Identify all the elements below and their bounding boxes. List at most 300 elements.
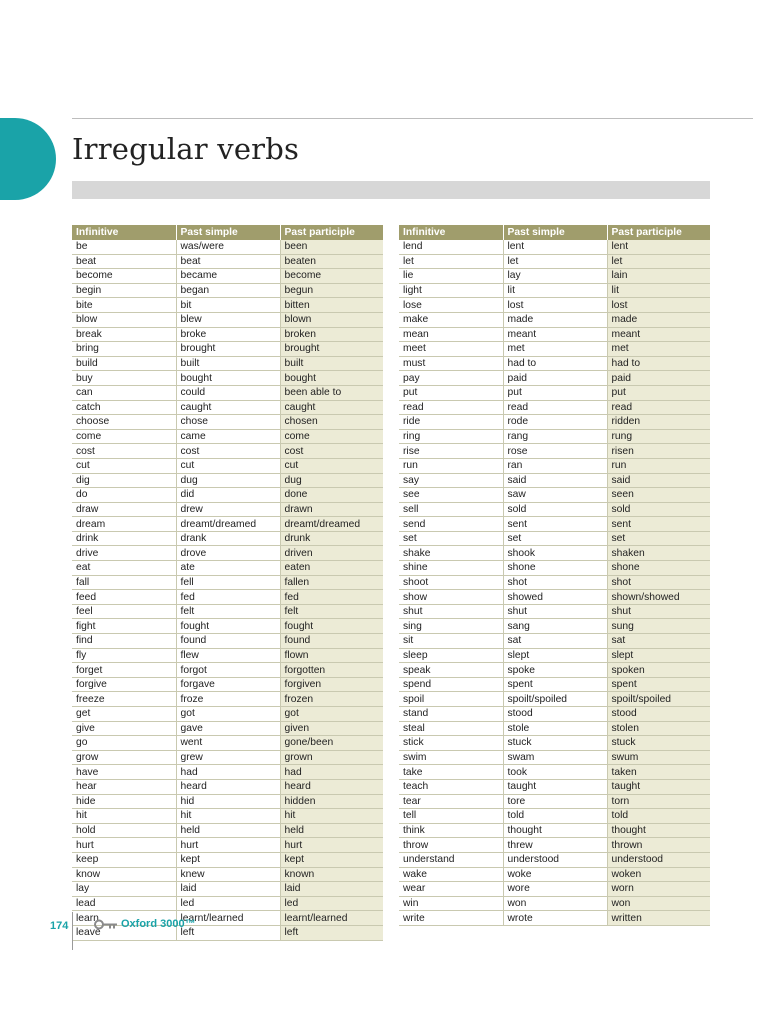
table-row <box>72 852 383 867</box>
header-infinitive: Infinitive <box>72 225 176 240</box>
infinitive-cell: hear <box>72 779 176 794</box>
past-simple-cell: shook <box>503 546 607 561</box>
past-simple-cell: fed <box>176 590 280 605</box>
past-participle-cell: led <box>280 896 383 911</box>
past-simple-cell: taught <box>503 779 607 794</box>
infinitive-cell: buy <box>72 371 176 386</box>
past-simple-cell: learnt/learned <box>176 911 280 926</box>
past-participle-cell: shaken <box>607 546 710 561</box>
infinitive-cell: be <box>72 240 176 254</box>
table-row <box>399 707 710 722</box>
table-row <box>399 254 710 269</box>
infinitive-cell: build <box>72 356 176 371</box>
past-participle-cell: set <box>607 531 710 546</box>
table-row <box>72 867 383 882</box>
past-participle-cell: eaten <box>280 561 383 576</box>
infinitive-cell: set <box>399 531 503 546</box>
past-simple-cell: could <box>176 385 280 400</box>
past-participle-cell: had <box>280 765 383 780</box>
past-participle-cell: taken <box>607 765 710 780</box>
past-simple-cell: caught <box>176 400 280 415</box>
irregular-verbs-table-left <box>72 225 383 941</box>
table-row <box>72 517 383 532</box>
table-row <box>399 575 710 590</box>
infinitive-cell: speak <box>399 663 503 678</box>
past-participle-cell: worn <box>607 882 710 897</box>
past-participle-cell: sent <box>607 517 710 532</box>
infinitive-cell: sing <box>399 619 503 634</box>
infinitive-cell: grow <box>72 750 176 765</box>
table-row <box>399 765 710 780</box>
table-body-left <box>72 240 383 940</box>
past-participle-cell: held <box>280 823 383 838</box>
past-simple-cell: came <box>176 429 280 444</box>
infinitive-cell: run <box>399 458 503 473</box>
past-participle-cell: forgiven <box>280 677 383 692</box>
infinitive-cell: take <box>399 765 503 780</box>
past-simple-cell: brought <box>176 342 280 357</box>
infinitive-cell: make <box>399 312 503 327</box>
table-row <box>399 634 710 649</box>
infinitive-cell: beat <box>72 254 176 269</box>
past-simple-cell: wrote <box>503 911 607 926</box>
past-simple-cell: drank <box>176 531 280 546</box>
past-participle-cell: hit <box>280 809 383 824</box>
past-participle-cell: told <box>607 809 710 824</box>
infinitive-cell: bite <box>72 298 176 313</box>
header-past-participle: Past participle <box>280 225 383 240</box>
infinitive-cell: send <box>399 517 503 532</box>
past-simple-cell: froze <box>176 692 280 707</box>
past-simple-cell: said <box>503 473 607 488</box>
past-simple-cell: stuck <box>503 736 607 751</box>
table-row <box>399 444 710 459</box>
past-simple-cell: showed <box>503 590 607 605</box>
table-row <box>72 400 383 415</box>
header-past-simple: Past simple <box>503 225 607 240</box>
header-infinitive: Infinitive <box>399 225 503 240</box>
infinitive-cell: rise <box>399 444 503 459</box>
past-simple-cell: sent <box>503 517 607 532</box>
table-row <box>72 327 383 342</box>
past-simple-cell: had to <box>503 356 607 371</box>
past-participle-cell: swum <box>607 750 710 765</box>
table-header-row <box>399 225 710 240</box>
past-simple-cell: meant <box>503 327 607 342</box>
table-row <box>399 312 710 327</box>
infinitive-cell: tear <box>399 794 503 809</box>
table-row <box>72 634 383 649</box>
infinitive-cell: cut <box>72 458 176 473</box>
past-participle-cell: let <box>607 254 710 269</box>
table-row <box>399 269 710 284</box>
past-participle-cell: forgotten <box>280 663 383 678</box>
past-simple-cell: swam <box>503 750 607 765</box>
table-row <box>72 692 383 707</box>
past-participle-cell: given <box>280 721 383 736</box>
infinitive-cell: draw <box>72 502 176 517</box>
infinitive-cell: say <box>399 473 503 488</box>
infinitive-cell: swim <box>399 750 503 765</box>
past-simple-cell: lay <box>503 269 607 284</box>
infinitive-cell: teach <box>399 779 503 794</box>
past-participle-cell: frozen <box>280 692 383 707</box>
infinitive-cell: put <box>399 385 503 400</box>
infinitive-cell: leave <box>72 925 176 940</box>
infinitive-cell: shine <box>399 561 503 576</box>
past-simple-cell: shot <box>503 575 607 590</box>
past-simple-cell: beat <box>176 254 280 269</box>
past-simple-cell: bit <box>176 298 280 313</box>
table-row <box>399 882 710 897</box>
infinitive-cell: wear <box>399 882 503 897</box>
past-simple-cell: put <box>503 385 607 400</box>
past-participle-cell: driven <box>280 546 383 561</box>
infinitive-cell: steal <box>399 721 503 736</box>
past-participle-cell: grown <box>280 750 383 765</box>
table-row <box>72 531 383 546</box>
past-simple-cell: got <box>176 707 280 722</box>
past-participle-cell: fought <box>280 619 383 634</box>
past-participle-cell: said <box>607 473 710 488</box>
infinitive-cell: lead <box>72 896 176 911</box>
past-simple-cell: hit <box>176 809 280 824</box>
infinitive-cell: feed <box>72 590 176 605</box>
table-row <box>399 721 710 736</box>
past-participle-cell: put <box>607 385 710 400</box>
table-row <box>399 283 710 298</box>
infinitive-cell: show <box>399 590 503 605</box>
past-simple-cell: took <box>503 765 607 780</box>
table-row <box>72 677 383 692</box>
past-simple-cell: thought <box>503 823 607 838</box>
table-row <box>399 867 710 882</box>
past-simple-cell: hurt <box>176 838 280 853</box>
table-row <box>72 779 383 794</box>
past-simple-cell: made <box>503 312 607 327</box>
infinitive-cell: know <box>72 867 176 882</box>
past-participle-cell: lain <box>607 269 710 284</box>
past-participle-cell: rung <box>607 429 710 444</box>
past-simple-cell: left <box>176 925 280 940</box>
past-participle-cell: lent <box>607 240 710 254</box>
table-header-row <box>72 225 383 240</box>
table-row <box>72 254 383 269</box>
infinitive-cell: ring <box>399 429 503 444</box>
past-participle-cell: ridden <box>607 415 710 430</box>
footer-brand <box>94 918 196 930</box>
table-row <box>399 823 710 838</box>
past-simple-cell: lit <box>503 283 607 298</box>
infinitive-cell: write <box>399 911 503 926</box>
table-row <box>399 590 710 605</box>
table-row <box>399 298 710 313</box>
table-row <box>72 575 383 590</box>
past-participle-cell: known <box>280 867 383 882</box>
past-simple-cell: drove <box>176 546 280 561</box>
past-simple-cell: met <box>503 342 607 357</box>
past-simple-cell: went <box>176 736 280 751</box>
infinitive-cell: stick <box>399 736 503 751</box>
infinitive-cell: must <box>399 356 503 371</box>
past-simple-cell: lent <box>503 240 607 254</box>
past-participle-cell: kept <box>280 852 383 867</box>
past-participle-cell: been <box>280 240 383 254</box>
past-participle-cell: stuck <box>607 736 710 751</box>
table-row <box>399 838 710 853</box>
table-row <box>72 619 383 634</box>
table-row <box>399 517 710 532</box>
infinitive-cell: become <box>72 269 176 284</box>
past-simple-cell: dug <box>176 473 280 488</box>
page-number: 174 <box>50 920 69 932</box>
past-participle-cell: spent <box>607 677 710 692</box>
past-simple-cell: blew <box>176 312 280 327</box>
table-row <box>399 429 710 444</box>
table-row <box>72 312 383 327</box>
past-participle-cell: dug <box>280 473 383 488</box>
past-participle-cell: slept <box>607 648 710 663</box>
infinitive-cell: dream <box>72 517 176 532</box>
table-row <box>399 677 710 692</box>
past-participle-cell: met <box>607 342 710 357</box>
past-simple-cell: stood <box>503 707 607 722</box>
table-row <box>72 429 383 444</box>
past-simple-cell: shut <box>503 604 607 619</box>
past-participle-cell: become <box>280 269 383 284</box>
table-row <box>399 852 710 867</box>
past-participle-cell: risen <box>607 444 710 459</box>
table-row <box>399 794 710 809</box>
past-simple-cell: ran <box>503 458 607 473</box>
past-participle-cell: spoken <box>607 663 710 678</box>
table-row <box>399 619 710 634</box>
infinitive-cell: fly <box>72 648 176 663</box>
infinitive-cell: hurt <box>72 838 176 853</box>
past-participle-cell: felt <box>280 604 383 619</box>
table-row <box>72 546 383 561</box>
table-row <box>72 590 383 605</box>
infinitive-cell: ride <box>399 415 503 430</box>
table-row <box>399 327 710 342</box>
past-participle-cell: sat <box>607 634 710 649</box>
infinitive-cell: win <box>399 896 503 911</box>
infinitive-cell: begin <box>72 283 176 298</box>
past-simple-cell: fought <box>176 619 280 634</box>
footer-divider <box>72 912 73 950</box>
past-simple-cell: was/were <box>176 240 280 254</box>
past-participle-cell: drawn <box>280 502 383 517</box>
past-participle-cell: fallen <box>280 575 383 590</box>
past-simple-cell: lost <box>503 298 607 313</box>
past-participle-cell: woken <box>607 867 710 882</box>
past-participle-cell: lost <box>607 298 710 313</box>
infinitive-cell: forgive <box>72 677 176 692</box>
past-simple-cell: forgot <box>176 663 280 678</box>
past-simple-cell: spoilt/spoiled <box>503 692 607 707</box>
table-row <box>72 488 383 503</box>
infinitive-cell: lose <box>399 298 503 313</box>
table-row <box>72 648 383 663</box>
past-simple-cell: told <box>503 809 607 824</box>
past-simple-cell: fell <box>176 575 280 590</box>
past-participle-cell: heard <box>280 779 383 794</box>
past-simple-cell: rang <box>503 429 607 444</box>
table-row <box>399 371 710 386</box>
past-participle-cell: sung <box>607 619 710 634</box>
past-participle-cell: brought <box>280 342 383 357</box>
table-row <box>399 385 710 400</box>
past-participle-cell: stolen <box>607 721 710 736</box>
past-simple-cell: broke <box>176 327 280 342</box>
table-row <box>72 604 383 619</box>
past-simple-cell: cut <box>176 458 280 473</box>
past-participle-cell: been able to <box>280 385 383 400</box>
past-simple-cell: led <box>176 896 280 911</box>
past-participle-cell: bought <box>280 371 383 386</box>
past-participle-cell: learnt/learned <box>280 911 383 926</box>
past-participle-cell: seen <box>607 488 710 503</box>
past-participle-cell: understood <box>607 852 710 867</box>
past-simple-cell: held <box>176 823 280 838</box>
table-row <box>399 342 710 357</box>
past-participle-cell: shut <box>607 604 710 619</box>
past-participle-cell: run <box>607 458 710 473</box>
past-simple-cell: sat <box>503 634 607 649</box>
table-row <box>72 371 383 386</box>
past-participle-cell: written <box>607 911 710 926</box>
past-participle-cell: found <box>280 634 383 649</box>
table-row <box>399 240 710 254</box>
table-row <box>72 458 383 473</box>
infinitive-cell: hide <box>72 794 176 809</box>
table-row <box>399 415 710 430</box>
past-participle-cell: won <box>607 896 710 911</box>
past-participle-cell: thought <box>607 823 710 838</box>
past-participle-cell: taught <box>607 779 710 794</box>
past-simple-cell: let <box>503 254 607 269</box>
past-simple-cell: began <box>176 283 280 298</box>
table-row <box>399 809 710 824</box>
key-icon <box>94 919 118 930</box>
infinitive-cell: feel <box>72 604 176 619</box>
infinitive-cell: throw <box>399 838 503 853</box>
table-row <box>72 415 383 430</box>
table-row <box>399 458 710 473</box>
past-participle-cell: stood <box>607 707 710 722</box>
past-simple-cell: rose <box>503 444 607 459</box>
table-row <box>399 400 710 415</box>
table-row <box>72 765 383 780</box>
past-participle-cell: dreamt/dreamed <box>280 517 383 532</box>
header-past-simple: Past simple <box>176 225 280 240</box>
past-participle-cell: shot <box>607 575 710 590</box>
infinitive-cell: blow <box>72 312 176 327</box>
infinitive-cell: mean <box>399 327 503 342</box>
past-participle-cell: come <box>280 429 383 444</box>
infinitive-cell: let <box>399 254 503 269</box>
table-row <box>72 809 383 824</box>
title-bar <box>72 181 710 199</box>
table-row <box>72 882 383 897</box>
table-row <box>399 546 710 561</box>
infinitive-cell: find <box>72 634 176 649</box>
past-simple-cell: chose <box>176 415 280 430</box>
table-row <box>399 531 710 546</box>
table-row <box>72 298 383 313</box>
table-row <box>72 736 383 751</box>
past-simple-cell: forgave <box>176 677 280 692</box>
table-row <box>72 838 383 853</box>
table-row <box>399 736 710 751</box>
past-participle-cell: meant <box>607 327 710 342</box>
table-row <box>399 896 710 911</box>
past-participle-cell: broken <box>280 327 383 342</box>
table-row <box>72 385 383 400</box>
past-simple-cell: sold <box>503 502 607 517</box>
past-simple-cell: laid <box>176 882 280 897</box>
infinitive-cell: lie <box>399 269 503 284</box>
table-row <box>399 356 710 371</box>
table-row <box>72 240 383 254</box>
infinitive-cell: forget <box>72 663 176 678</box>
past-simple-cell: sang <box>503 619 607 634</box>
infinitive-cell: lay <box>72 882 176 897</box>
past-simple-cell: tore <box>503 794 607 809</box>
infinitive-cell: see <box>399 488 503 503</box>
past-participle-cell: hidden <box>280 794 383 809</box>
infinitive-cell: tell <box>399 809 503 824</box>
table-row <box>399 648 710 663</box>
infinitive-cell: come <box>72 429 176 444</box>
table-row <box>399 604 710 619</box>
past-participle-cell: got <box>280 707 383 722</box>
past-participle-cell: fed <box>280 590 383 605</box>
table-row <box>72 342 383 357</box>
past-participle-cell: laid <box>280 882 383 897</box>
infinitive-cell: sit <box>399 634 503 649</box>
infinitive-cell: read <box>399 400 503 415</box>
header-past-participle: Past participle <box>607 225 710 240</box>
table-row <box>399 663 710 678</box>
table-row <box>72 721 383 736</box>
infinitive-cell: sleep <box>399 648 503 663</box>
past-simple-cell: read <box>503 400 607 415</box>
past-simple-cell: rode <box>503 415 607 430</box>
table-row <box>399 488 710 503</box>
table-row <box>72 794 383 809</box>
past-simple-cell: kept <box>176 852 280 867</box>
past-simple-cell: became <box>176 269 280 284</box>
past-simple-cell: dreamt/dreamed <box>176 517 280 532</box>
infinitive-cell: keep <box>72 852 176 867</box>
past-simple-cell: cost <box>176 444 280 459</box>
past-participle-cell: chosen <box>280 415 383 430</box>
infinitive-cell: give <box>72 721 176 736</box>
infinitive-cell: catch <box>72 400 176 415</box>
table-row <box>72 750 383 765</box>
infinitive-cell: drive <box>72 546 176 561</box>
past-simple-cell: gave <box>176 721 280 736</box>
infinitive-cell: drink <box>72 531 176 546</box>
table-row <box>72 356 383 371</box>
past-simple-cell: set <box>503 531 607 546</box>
table-row <box>399 561 710 576</box>
past-participle-cell: done <box>280 488 383 503</box>
infinitive-cell: go <box>72 736 176 751</box>
table-row <box>399 502 710 517</box>
section-tab <box>0 118 56 200</box>
